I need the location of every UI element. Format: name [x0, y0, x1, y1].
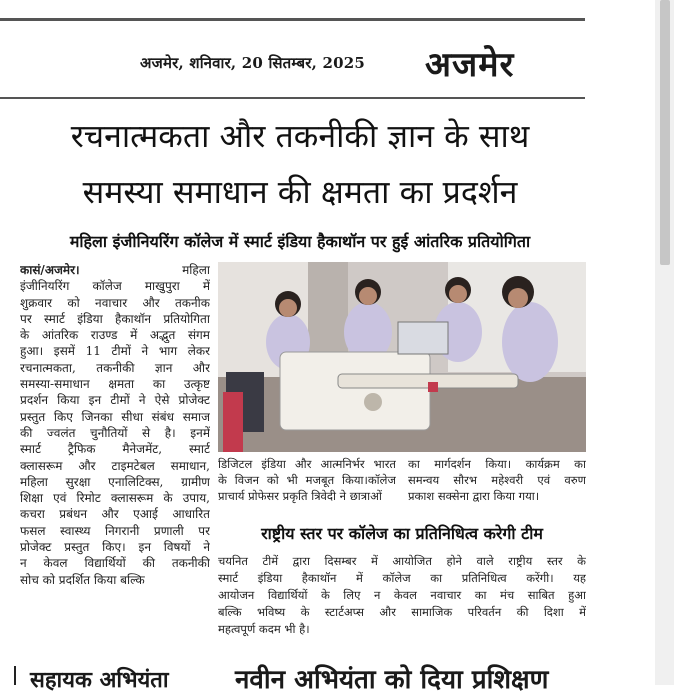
section-line: महत्वपूर्ण कदम भी है।	[218, 622, 310, 636]
story-first-line: कासं/अजमेर। महिला	[20, 263, 210, 277]
news-photo	[218, 262, 586, 452]
story-line: प्रोजेक्ट प्रस्तुत किए। इन विषयों ने	[20, 540, 210, 555]
story-line: समस्या-समाधान क्षमता का उत्कृष्ट	[20, 377, 210, 392]
students-photo	[218, 262, 586, 452]
story-line: क्लासरूम और टाइमटेबल समाधान,	[20, 458, 210, 473]
masthead-date: अजमेर, शनिवार, 20 सितम्बर, 2025	[140, 54, 365, 72]
section-line: बल्कि भविष्य के स्टार्टअप्स और सामाजिक परिवर्तन की दिशा में	[218, 605, 586, 619]
caption-line: प्राचार्य प्रोफेसर प्रकृति त्रिवेदी ने छात्राओं	[218, 489, 382, 503]
bottom-right-headline: नवीन अभियंता को दिया प्रशिक्षण	[235, 665, 549, 695]
headline-line-1: रचनात्मकता और तकनीकी ज्ञान के साथ	[70, 117, 530, 155]
story-line: की ज्वलंत चुनौतियों से है। इनमें	[20, 425, 210, 440]
masthead-city: अजमेर	[425, 45, 515, 85]
story-line: शुक्रवार को नवाचार और तकनीक	[20, 295, 210, 310]
story-line: न केवल विद्यार्थियों की तकनीकी	[20, 556, 210, 571]
story-line: कचरा प्रबंधन और एआई आधारित	[20, 507, 210, 522]
story-line: सोच को प्रदर्शित किया बल्कि	[20, 572, 145, 587]
section-body	[218, 553, 586, 638]
story-line: के आंतरिक राउण्ड में अद्भुत संगम	[20, 328, 210, 343]
bottom-left-marker	[14, 666, 16, 685]
caption-line: का मार्गदर्शन किया। कार्यक्रम का	[408, 457, 586, 471]
story-line: पर स्मार्ट इंडिया हैकाथॉन प्रतियोगिता	[20, 311, 210, 326]
photo-caption-left	[218, 456, 396, 504]
caption-line: के विजन को भी मजबूत किया।कॉलेज	[218, 473, 396, 487]
photo-caption-right	[408, 456, 586, 504]
section-line: आयोजन विद्यार्थियों के लिए न केवल नवाचार का मंच साबित हुआ	[218, 588, 586, 602]
section-heading: राष्ट्रीय स्तर पर कॉलेज का प्रतिनिधित्व करेगी टीम	[261, 524, 543, 543]
bottom-left-headline: सहायक अभियंता	[30, 668, 169, 693]
caption-line: प्रकाश सक्सेना द्वारा किया गया।	[408, 489, 540, 503]
story-line: प्रस्तुत किए जिनका सीधा संबंध समाज	[20, 409, 210, 424]
story-line: शिक्षा एवं रिमोट क्लासरूम के उपाय,	[20, 491, 210, 506]
section-line: चयनित टीमें द्वारा दिसम्बर में आयोजित होने वाले राष्ट्रीय स्तर के	[218, 554, 586, 568]
story-line: प्रदर्शन किया इन टीमों ने ऐसे प्रोजेक्ट	[20, 393, 210, 408]
story-line: स्मार्ट ट्रैफिक मैनेजमेंट, स्मार्ट	[20, 442, 210, 457]
story-column	[20, 262, 210, 588]
story-line: हुआ। इसमें 11 टीमों ने भाग लेकर	[20, 344, 210, 359]
caption-line: डिजिटल इंडिया और आत्मनिर्भर भारत	[218, 457, 396, 471]
story-dateline: कासं/अजमेर।	[20, 263, 80, 277]
scrollbar-thumb[interactable]	[660, 0, 670, 265]
masthead-bottom-rule	[0, 97, 585, 99]
section-line: स्मार्ट इंडिया हैकाथॉन में कॉलेज का प्रतिनिधित्व करेंगी। यह	[218, 571, 586, 585]
story-line: इंजीनियरिंग कॉलेज माखुपुरा में	[20, 279, 210, 294]
subheadline: महिला इंजीनियरिंग कॉलेज में स्मार्ट इंडिया हैकाथॉन पर हुई आंतरिक प्रतियोगिता	[69, 232, 531, 251]
caption-line: समन्वय सौरभ महेश्वरी एवं वरुण	[408, 473, 586, 487]
story-line: फसल स्वास्थ्य निगरानी प्रणाली पर	[20, 523, 210, 538]
story-line: रचनात्मकता, तकनीकी ज्ञान और	[20, 360, 210, 375]
story-line: महिला सुरक्षा एनालिटिक्स, ग्रामीण	[20, 474, 210, 489]
headline-line-2: समस्या समाधान की क्षमता का प्रदर्शन	[82, 173, 518, 211]
masthead-top-rule	[0, 18, 585, 21]
